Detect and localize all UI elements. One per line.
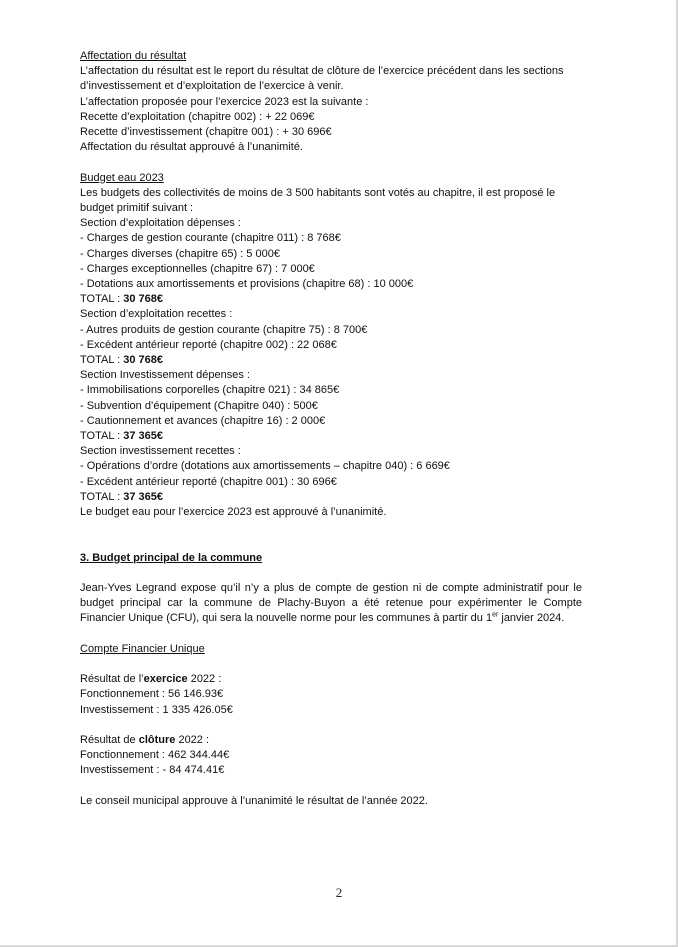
investissement-depenses-title: Section Investissement dépenses : [80,369,250,382]
list-item: - Subvention d’équipement (Chapitre 040) : 500€ [80,399,318,412]
cfu-title: Compte Financier Unique [80,642,205,655]
resultat-exercice-heading [80,672,582,687]
list-item: - Dotations aux amortissements et provisions (chapitre 68) : 10 000€ [80,278,414,291]
budget-principal-paragraph-line: Jean-Yves Legrand expose qu’il n’y a plus de compte de gestion ni de compte administratif pour le [80,582,582,595]
total-line [80,292,582,307]
list-item: - Excédent antérieur reporté (chapitre 002) : 22 068€ [80,338,337,351]
heading-text: 2022 : [175,734,210,747]
list-item: - Autres produits de gestion courante (chapitre 75) : 8 700€ [80,323,368,336]
affectation-line: L’affectation proposée pour l’exercice 2023 est la suivante : [80,95,369,108]
resultat-cloture-heading [80,733,582,748]
heading-bold-text: exercice [143,673,188,686]
list-item: - Charges de gestion courante (chapitre 011) : 8 768€ [80,232,341,245]
list-item: - Cautionnement et avances (chapitre 16) : 2 000€ [80,414,326,427]
list-item: - Excédent antérieur reporté (chapitre 001) : 30 696€ [80,475,337,488]
budget-eau-title: Budget eau 2023 [80,171,164,184]
resultat-line: Investissement : 1 335 426.05€ [80,703,233,716]
resultat-line: Fonctionnement : 56 146.93€ [80,688,224,701]
total-line [80,353,582,368]
list-item: - Opérations d’ordre (dotations aux amortissements – chapitre 040) : 6 669€ [80,460,450,473]
exploitation-recettes-title: Section d’exploitation recettes : [80,308,233,321]
budget-principal-section [80,551,582,809]
budget-principal-paragraph-line [80,611,582,626]
total-value: 37 365€ [123,490,163,503]
resultat-line: Fonctionnement : 462 344.44€ [80,749,230,762]
total-value: 37 365€ [123,430,163,443]
total-label: TOTAL : [80,490,124,503]
budget-eau-intro: budget primitif suivant : [80,202,194,215]
total-label: TOTAL : [80,430,124,443]
list-item: - Charges diverses (chapitre 65) : 5 000€ [80,247,280,260]
exploitation-depenses-title: Section d’exploitation dépenses : [80,217,241,230]
total-label: TOTAL : [80,354,124,367]
paragraph-text: janvier 2024. [498,612,565,625]
list-item: - Immobilisations corporelles (chapitre 021) : 34 865€ [80,384,340,397]
heading-text: Résultat de l’ [80,673,144,686]
total-label: TOTAL : [80,293,124,306]
page-number: 2 [335,885,343,900]
total-line [80,429,582,444]
list-item: - Charges exceptionnelles (chapitre 67) : 7 000€ [80,262,315,275]
budget-principal-title: 3. Budget principal de la commune [80,551,263,564]
total-value: 30 768€ [123,354,163,367]
affectation-line: L’affectation du résultat est le report du résultat de clôture de l’exercice précédent dans les sections [80,65,564,78]
ordinal-superscript: er [492,611,499,619]
affectation-title: Affectation du résultat [80,50,187,62]
heading-bold-text: clôture [138,734,176,747]
resultat-line: Investissement : - 84 474.41€ [80,764,225,777]
affectation-approval: Affectation du résultat approuvé à l’unanimité. [80,141,303,154]
budget-eau-section [80,171,582,521]
heading-text: 2022 : [187,673,222,686]
conseil-approval: Le conseil municipal approuve à l’unanimité le résultat de l’année 2022. [80,794,428,807]
budget-eau-approval: Le budget eau pour l’exercice 2023 est approuvé à l’unanimité. [80,506,387,519]
budget-principal-paragraph-line: budget principal car la commune de Plachy-Buyon a été retenue pour expérimenter le Compte [80,597,582,610]
affectation-line: Recette d’exploitation (chapitre 002) : + 22 069€ [80,110,315,123]
heading-text: Résultat de [80,734,139,747]
affectation-line: d’investissement et d’exploitation de l’exercice à venir. [80,80,344,93]
total-line [80,490,582,505]
affectation-line: Recette d’investissement (chapitre 001) : + 30 696€ [80,126,332,139]
investissement-recettes-title: Section investissement recettes : [80,445,241,458]
paragraph-text: Financier Unique (CFU), qui sera la nouvelle norme pour les communes à partir du 1 [80,612,493,625]
budget-eau-intro: Les budgets des collectivités de moins de 3 500 habitants sont votés au chapitre, il est proposé le [80,186,556,199]
document-body [80,49,582,809]
total-value: 30 768€ [123,293,163,306]
affectation-section [80,49,582,155]
